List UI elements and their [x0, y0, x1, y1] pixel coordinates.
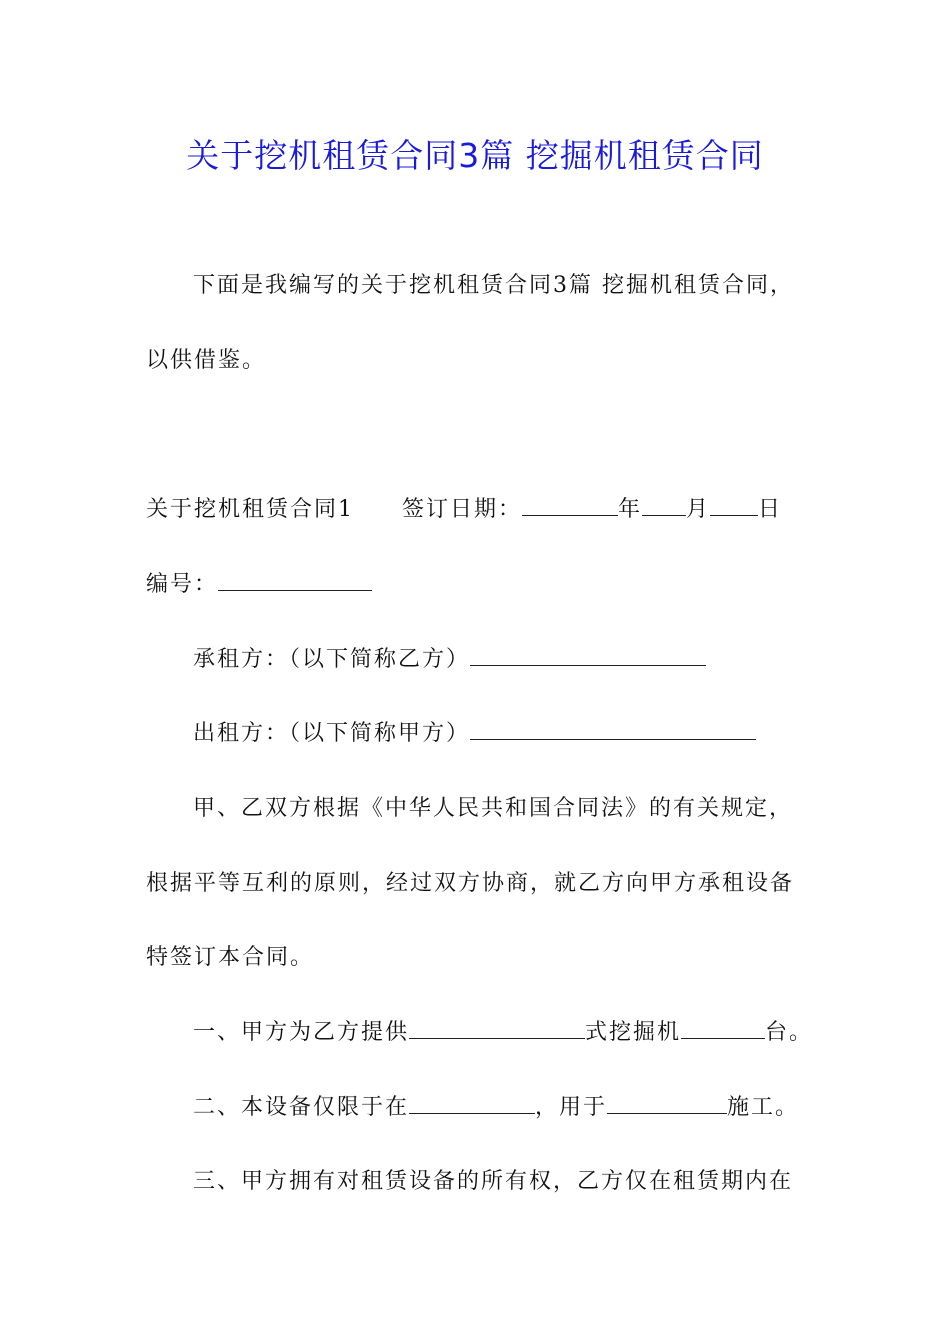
- lessor-label: 出租方：（以下简称甲方）: [193, 721, 471, 746]
- clause-1-text-a: 一、甲方为乙方提供: [193, 1020, 410, 1045]
- clause-2-text-a: 二、本设备仅限于在: [193, 1095, 410, 1120]
- paragraph-1-line-1: 甲、乙双方根据《中华人民共和国合同法》的有关规定，: [193, 796, 794, 821]
- number-label: 编号：: [146, 572, 219, 597]
- clause-2: [193, 1093, 799, 1123]
- number-row: [146, 570, 372, 600]
- lessor-blank: [470, 719, 756, 740]
- lessor-row: [193, 719, 756, 749]
- year-blank: [522, 495, 618, 516]
- day-label: 日: [758, 497, 783, 522]
- clause-1-count-blank: [681, 1018, 765, 1039]
- lessee-blank: [470, 645, 706, 666]
- day-blank: [710, 495, 758, 516]
- paragraph-1-line-3: 特签订本合同。: [146, 945, 315, 970]
- clause-2-purpose-blank: [607, 1093, 727, 1114]
- contract-heading-row: [146, 495, 782, 525]
- document-title: 关于挖机租赁合同3篇 挖掘机租赁合同: [186, 136, 764, 175]
- contract-heading: 关于挖机租赁合同1: [146, 497, 354, 522]
- clause-1-text-c: 台。: [765, 1020, 814, 1045]
- intro-line-1: 下面是我编写的关于挖机租赁合同3篇 挖掘机租赁合同，: [193, 273, 794, 298]
- number-blank: [218, 570, 372, 591]
- lessee-row: [193, 645, 706, 675]
- paragraph-1-line-2: 根据平等互利的原则，经过双方协商，就乙方向甲方承租设备: [146, 871, 795, 896]
- clause-1: [193, 1018, 813, 1048]
- clause-3: 三、甲方拥有对租赁设备的所有权，乙方仅在租赁期内在: [193, 1169, 794, 1194]
- clause-1-text-b: 式挖掘机: [585, 1020, 682, 1045]
- intro-line-2: 以供借鉴。: [146, 348, 267, 373]
- lessee-label: 承租方：（以下简称乙方）: [193, 647, 471, 672]
- month-label: 月: [686, 497, 711, 522]
- clause-2-location-blank: [409, 1093, 535, 1114]
- month-blank: [642, 495, 686, 516]
- sign-date-label: 签订日期：: [402, 497, 523, 522]
- clause-2-text-b: ，用于: [535, 1095, 608, 1120]
- clause-2-text-c: 施工。: [727, 1095, 800, 1120]
- clause-1-type-blank: [409, 1018, 585, 1039]
- year-label: 年: [618, 497, 643, 522]
